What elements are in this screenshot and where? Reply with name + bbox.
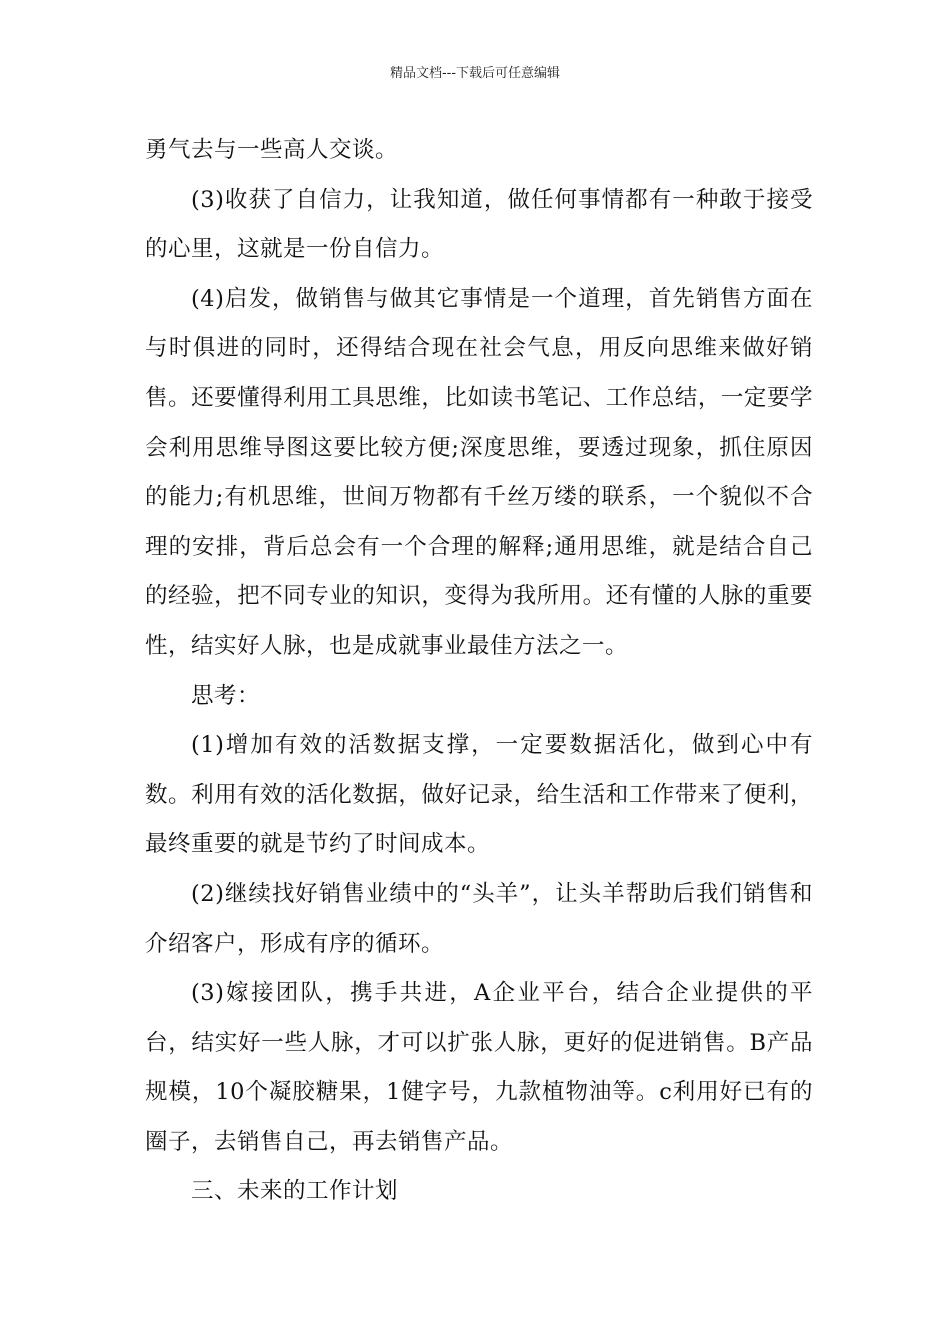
paragraph-data-support: (1)增加有效的活数据支撑，一定要数据活化，做到心中有数。利用有效的活化数据，做好记录，给生活和工作带来了便利，最终重要的就是节约了时间成本。: [145, 732, 813, 858]
page-header: 精品文档---下载后可任意编辑: [389, 66, 561, 81]
section-heading-future-plan: 三、未来的工作计划: [191, 1178, 399, 1205]
document-body: [145, 126, 813, 1217]
section-heading-thinking: 思考：: [191, 682, 261, 709]
paragraph-continuation: 勇气去与一些高人交谈。: [145, 137, 399, 163]
paragraph-inspiration: (4)启发，做销售与做其它事情是一个道理，首先销售方面在与时俱进的同时，还得结合现在社会气息，用反向思维来做好销售。还要懂得利用工具思维，比如读书笔记、工作总结，一定要学会利用思维导图这要比较方便;深度思维，要透过现象，抓住原因的能力;有机思维，世间万物都有千丝万缕的联系，一个貌似不合理的安排，背后总会有一个合理的解释;通用思维，就是结合自己的经验，把不同专业的知识，变得为我所用。还有懂的人脉的重要性，结实好人脉，也是成就事业最佳方法之一。: [145, 285, 813, 659]
paragraph-team-grafting: (3)嫁接团队，携手共进，A企业平台，结合企业提供的平台，结实好一些人脉，才可以扩张人脉，更好的促进销售。B产品规模，10个凝胶糖果，1健字号，九款植物油等。c利用好已有的圈子，去销售自己，再去销售产品。: [145, 980, 813, 1155]
paragraph-gain-confidence: (3)收获了自信力，让我知道，做任何事情都有一种敢于接受的心里，这就是一份自信力。: [145, 186, 813, 263]
paragraph-lead-sheep: (2)继续找好销售业绩中的“头羊”，让头羊帮助后我们销售和介绍客户，形成有序的循环。: [145, 880, 813, 957]
